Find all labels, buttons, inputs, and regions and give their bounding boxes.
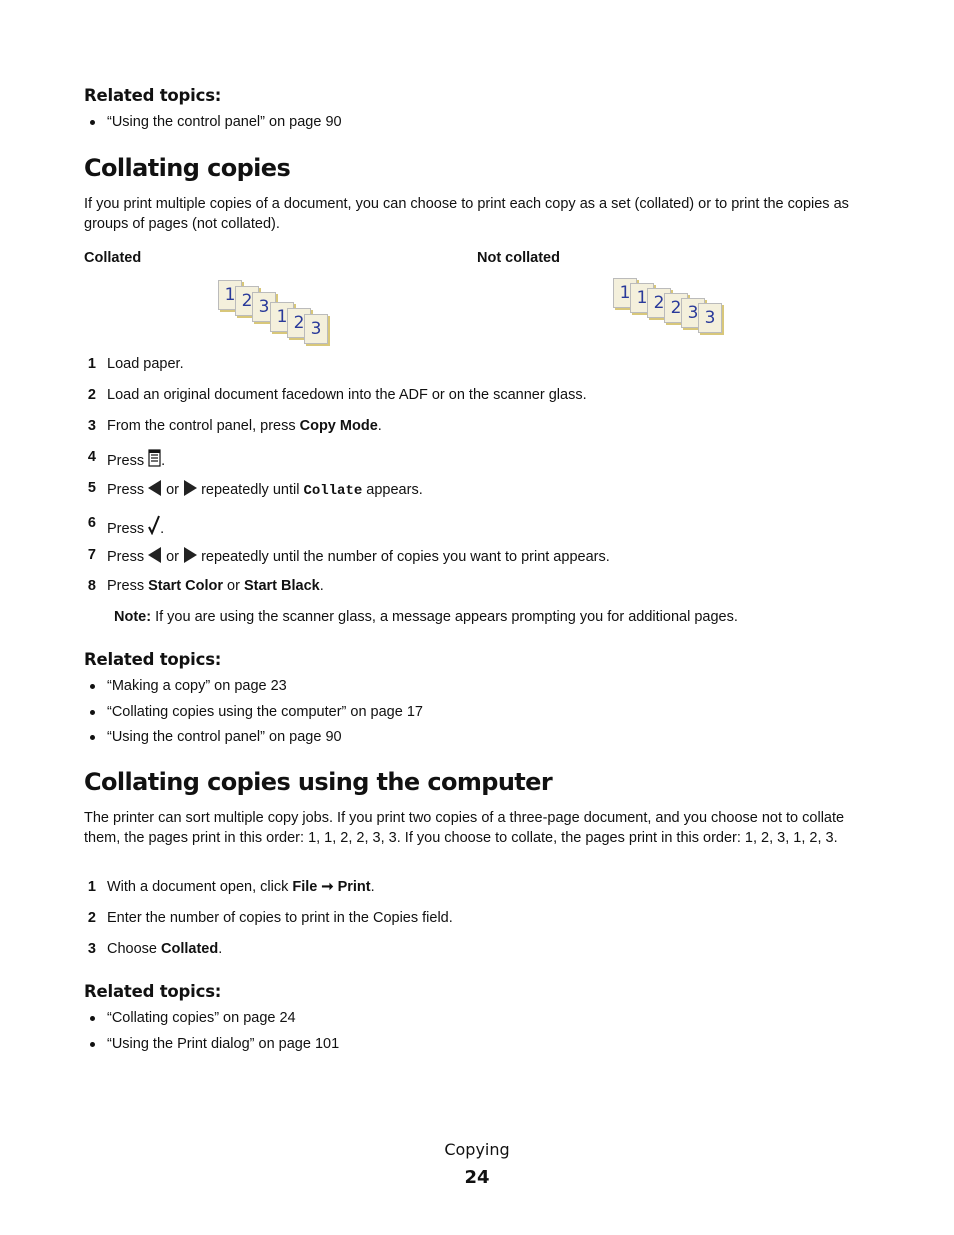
- collated-label: Collated: [84, 250, 142, 266]
- left-arrow-icon: [148, 480, 162, 496]
- start-color-button-label: Start Color: [148, 578, 224, 594]
- related-topics-heading: Related topics:: [84, 982, 222, 1001]
- collated-option-label: Collated: [161, 941, 219, 957]
- collate-display-text: Collate: [303, 483, 363, 499]
- not-collated-label: Not collated: [477, 250, 560, 266]
- right-arrow-icon: [183, 480, 197, 496]
- page-sheet-icon: 2: [664, 293, 688, 323]
- bullet-icon: [90, 735, 95, 740]
- footer-chapter: Copying: [444, 1140, 510, 1159]
- page-sheet-icon: 1: [270, 302, 294, 332]
- page-sheet-icon: 3: [698, 303, 722, 333]
- page-sheet-icon: 3: [681, 298, 705, 328]
- left-arrow-icon: [148, 547, 162, 563]
- collated-illustration: [218, 280, 338, 342]
- page-sheet-icon: 1: [630, 283, 654, 313]
- page-sheet-icon: 2: [287, 308, 311, 338]
- section-title: Collating copies using the computer: [84, 768, 553, 796]
- intro-paragraph: The printer can sort multiple copy jobs. If you print two copies of a three-page document, and you choose not to collate them, the pages print in this order: 1, 1, 2, 2, 3, 3. If you choose to collate, the pages print in this order: 1, 2, 3, 1, 2, 3.: [84, 810, 845, 846]
- right-arrow-icon: [183, 547, 197, 563]
- page-sheet-icon: 1: [218, 280, 242, 310]
- page-sheet-icon: 3: [304, 314, 328, 344]
- checkmark-icon: [148, 515, 160, 535]
- bullet-icon: [90, 1016, 95, 1021]
- bullet-icon: [90, 710, 95, 715]
- start-black-button-label: Start Black: [243, 578, 320, 594]
- intro-paragraph: If you print multiple copies of a document, you can choose to print each copy as a set (collated) or to print the copies as groups of pages (not collated).: [84, 196, 849, 232]
- bullet-icon: [90, 1042, 95, 1047]
- related-topics-heading: Related topics:: [84, 650, 222, 669]
- bullet-icon: [90, 120, 95, 125]
- section-title: Collating copies: [84, 154, 291, 182]
- print-menu-label: Print: [337, 879, 371, 895]
- menu-arrow: ➞: [317, 879, 338, 895]
- copy-mode-button-label: Copy Mode: [299, 418, 378, 434]
- page-sheet-icon: 2: [647, 288, 671, 318]
- menu-icon: [148, 449, 161, 467]
- page-sheet-icon: 3: [252, 292, 276, 322]
- bullet-icon: [90, 684, 95, 689]
- page-sheet-icon: 2: [235, 286, 259, 316]
- file-menu-label: File: [292, 879, 318, 895]
- note: Note: If you are using the scanner glass, a message appears prompting you for additional pages.: [114, 609, 738, 625]
- not-collated-illustration: [613, 278, 733, 340]
- related-topics-heading: Related topics:: [84, 86, 222, 105]
- footer-page-number: 24: [464, 1167, 490, 1188]
- page-sheet-icon: 1: [613, 278, 637, 308]
